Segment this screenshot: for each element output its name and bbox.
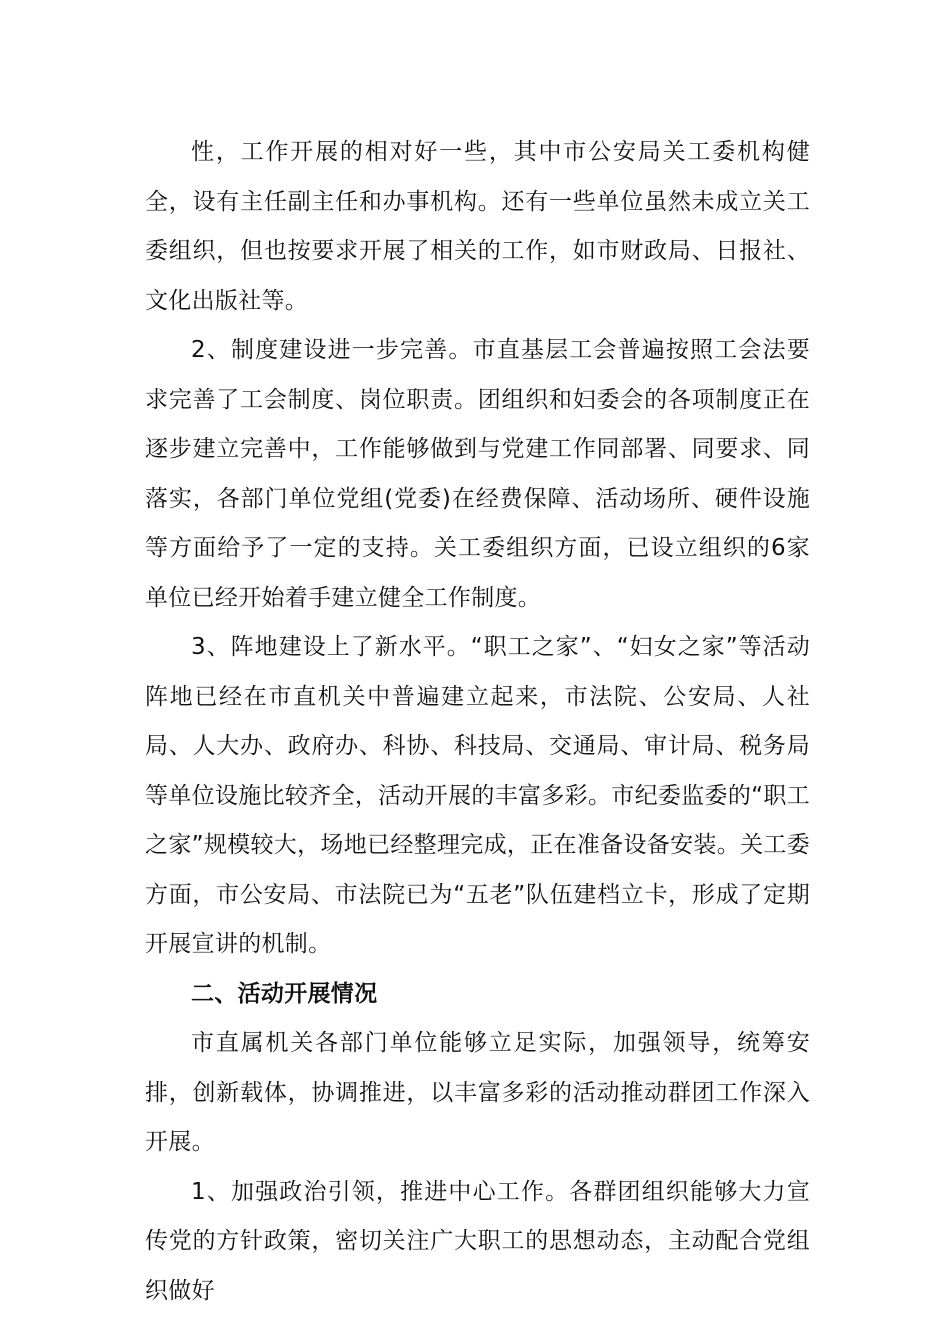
section-heading-activities: 二、活动开展情况 [191, 980, 378, 1007]
paragraph-activities-intro: 市直属机关各部门单位能够立足实际，加强领导，统筹安排，创新载体，协调推进，以丰富多彩的活动推动群团工作深入开展。 [145, 1030, 810, 1155]
paragraph-political-guidance: 1、加强政治引领，推进中心工作。各群团组织能够大力宣传党的方针政策，密切关注广大职工的思想动态，主动配合党组织做好 [145, 1178, 810, 1304]
paragraph-venue-building: 3、阵地建设上了新水平。“职工之家”、“妇女之家”等活动阵地已经在市直机关中普遍建立起来，市法院、公安局、人社局、人大办、政府办、科协、科技局、交通局、审计局、税务局等单位设施比较齐全，活动开展的丰富多彩。市纪委监委的“职工之家”规模较大，场地已经整理完成，正在准备设备安装。关工委方面，市公安局、市法院已为“五老”队伍建档立卡，形成了定期开展宣讲的机制。 [145, 634, 810, 957]
document-body [145, 128, 810, 1316]
paragraph-system-building: 2、制度建设进一步完善。市直基层工会普遍按照工会法要求完善了工会制度、岗位职责。团组织和妇委会的各项制度正在逐步建立完善中，工作能够做到与党建工作同部署、同要求、同落实，各部门单位党组(党委)在经费保障、活动场所、硬件设施等方面给予了一定的支持。关工委组织方面，已设立组织的6家单位已经开始着手建立健全工作制度。 [145, 337, 810, 611]
paragraph-continued: 性，工作开展的相对好一些，其中市公安局关工委机构健全，设有主任副主任和办事机构。还有一些单位虽然未成立关工委组织，但也按要求开展了相关的工作，如市财政局、日报社、文化出版社等。 [145, 139, 810, 314]
